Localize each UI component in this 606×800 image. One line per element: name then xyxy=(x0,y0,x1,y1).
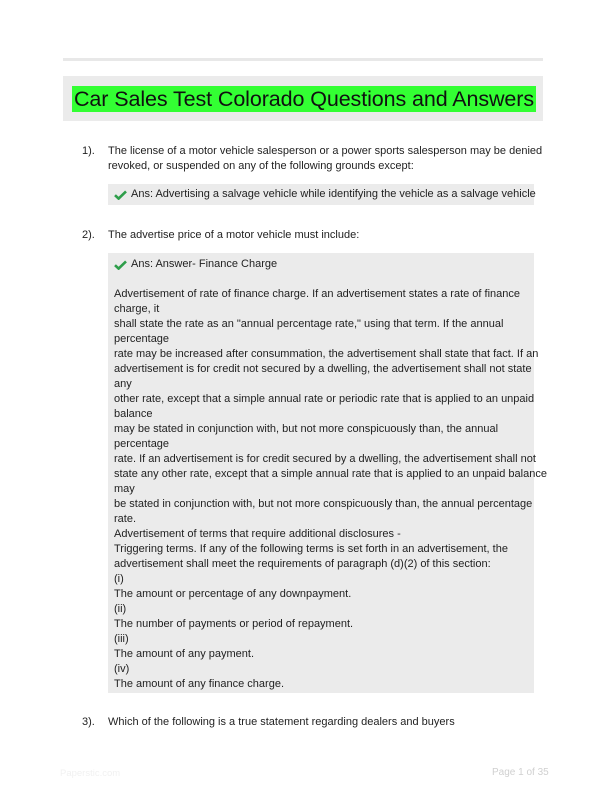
question-line: Which of the following is a true statement regarding dealers and buyers xyxy=(108,716,455,728)
explanation-line: shall state the rate as an "annual percentage rate," using that term. If the annual xyxy=(114,318,504,330)
question-line: The advertise price of a motor vehicle must include: xyxy=(108,229,360,241)
page-number: Page 1 of 35 xyxy=(492,767,549,778)
explanation-line: percentage xyxy=(114,438,170,450)
check-icon xyxy=(114,260,127,270)
explanation-line: (ii) xyxy=(114,603,127,615)
question-text xyxy=(108,228,536,243)
explanation-line: Advertisement of terms that require additional disclosures - xyxy=(114,528,401,540)
footer-site-watermark: Paperstic.com xyxy=(60,768,121,779)
page-title: Car Sales Test Colorado Questions and Answers xyxy=(74,87,534,111)
question-number: 2). xyxy=(82,229,95,241)
question-number: 1). xyxy=(82,145,95,157)
explanation-line: advertisement shall meet the requirements of paragraph (d)(2) of this section: xyxy=(114,558,491,570)
explanation-line: rate. xyxy=(114,513,137,525)
explanation-line: charge, it xyxy=(114,303,160,315)
explanation-line: balance xyxy=(114,408,153,420)
question-text xyxy=(108,144,543,174)
explanation-line: state any other rate, except that a simple annual rate that is applied to an unpaid balance xyxy=(114,468,547,480)
question-text xyxy=(108,715,536,730)
explanation-line: any xyxy=(114,378,132,390)
explanation-line: Advertisement of rate of finance charge. If an advertisement states a rate of finance xyxy=(114,288,521,300)
explanation-line: The amount of any finance charge. xyxy=(114,678,284,690)
explanation-line: rate. If an advertisement is for credit secured by a dwelling, the advertisement shall not xyxy=(114,453,536,465)
explanation-line: Triggering terms. If any of the following terms is set forth in an advertisement, the xyxy=(114,543,508,555)
explanation-line: may xyxy=(114,483,135,495)
question-line: The license of a motor vehicle salesperson or a power sports salesperson may be denied xyxy=(108,145,543,157)
answer-text: Ans: Answer- Finance Charge xyxy=(131,258,278,270)
explanation-line: (iii) xyxy=(114,633,129,645)
question-line: revoked, or suspended on any of the following grounds except: xyxy=(108,160,414,172)
answer-explanation xyxy=(114,287,547,692)
explanation-line: advertisement is for credit not secured by a dwelling, the advertisement shall not state xyxy=(114,363,532,375)
explanation-line: be stated in conjunction with, but not more conspicuously than, the annual percentage xyxy=(114,498,533,510)
explanation-line: rate may be increased after consummation, the advertisement shall state that fact. If an xyxy=(114,348,539,360)
explanation-line: may be stated in conjunction with, but not more conspicuously than, the annual xyxy=(114,423,499,435)
answer-box xyxy=(108,253,547,693)
explanation-line: percentage xyxy=(114,333,170,345)
answer-text: Ans: Advertising a salvage vehicle while identifying the vehicle as a salvage vehicle xyxy=(131,188,536,200)
top-divider xyxy=(63,58,543,61)
explanation-line: The amount or percentage of any downpayment. xyxy=(114,588,352,600)
explanation-line: The amount of any payment. xyxy=(114,648,255,660)
title-band xyxy=(63,76,543,121)
answer-box xyxy=(108,184,534,205)
explanation-line: The number of payments or period of repayment. xyxy=(114,618,354,630)
explanation-line: (i) xyxy=(114,573,124,585)
question-number: 3). xyxy=(82,716,95,728)
explanation-line: other rate, except that a simple annual rate or periodic rate that is applied to an unpaid xyxy=(114,393,535,405)
check-icon xyxy=(114,190,127,200)
explanation-line: (iv) xyxy=(114,663,130,675)
